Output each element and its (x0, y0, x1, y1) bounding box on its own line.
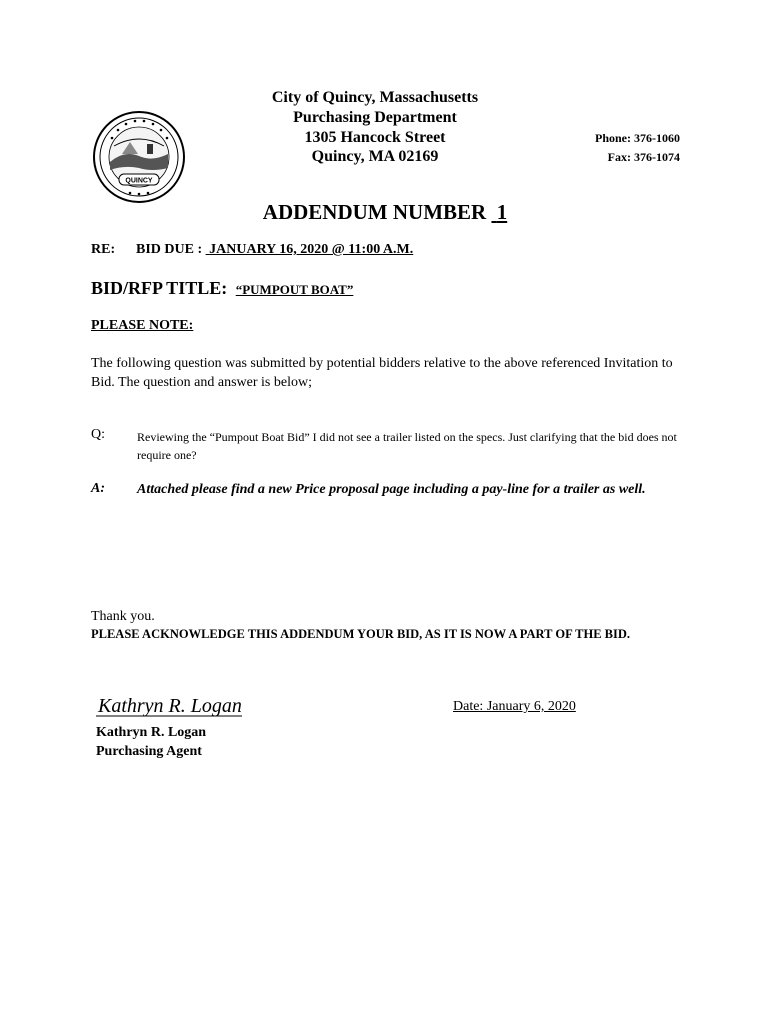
signer-block (96, 723, 206, 761)
rfp-title: “PUMPOUT BOAT” (235, 282, 354, 297)
thank-you-text: Thank you. (91, 609, 155, 624)
acknowledge-notice: PLEASE ACKNOWLEDGE THIS ADDENDUM YOUR BID, AS IT IS NOW A PART OF THE BID. (91, 627, 631, 641)
bid-due-line (136, 242, 413, 258)
org-name: City of Quincy, Massachusetts (271, 89, 479, 106)
svg-text:Kathryn R. Logan: Kathryn R. Logan (98, 695, 242, 717)
please-note-heading: PLEASE NOTE: (91, 318, 194, 333)
phone-number: Phone: 376-1060 (595, 131, 680, 145)
addendum-title (0, 198, 770, 226)
department-name: Purchasing Department (293, 109, 457, 126)
seal-text: QUINCY (125, 177, 153, 185)
question-label: Q: (91, 427, 105, 442)
city-address: Quincy, MA 02169 (311, 148, 439, 165)
fax-number: Fax: 376-1074 (607, 150, 680, 164)
signature-date: Date: January 6, 2020 (453, 699, 576, 714)
rfp-title-line (91, 278, 353, 299)
answer-text: Attached please find a new Price proposal page including a pay-line for a trailer as well. (137, 482, 646, 497)
bid-due-label: BID DUE : (136, 242, 203, 257)
rfp-label: BID/RFP TITLE: (91, 278, 228, 298)
signer-name: Kathryn R. Logan (96, 725, 207, 740)
street-address: 1305 Hancock Street (304, 129, 446, 146)
bid-due-value: JANUARY 16, 2020 @ 11:00 A.M. (209, 242, 414, 257)
addendum-number: 1 (496, 200, 508, 224)
handwritten-signature (96, 688, 246, 724)
city-seal-icon (92, 110, 186, 204)
answer-label: A: (91, 481, 105, 496)
re-label: RE: (91, 242, 116, 257)
question-text: Reviewing the “Pumpout Boat Bid” I did not see a trailer listed on the specs. Just clarifying that the bid does not require one? (137, 430, 677, 462)
intro-paragraph: The following question was submitted by potential bidders relative to the above referenced Invitation to Bid. The question and answer is below; (91, 356, 673, 390)
signer-title: Purchasing Agent (96, 744, 202, 759)
addendum-label: ADDENDUM NUMBER (262, 200, 487, 224)
